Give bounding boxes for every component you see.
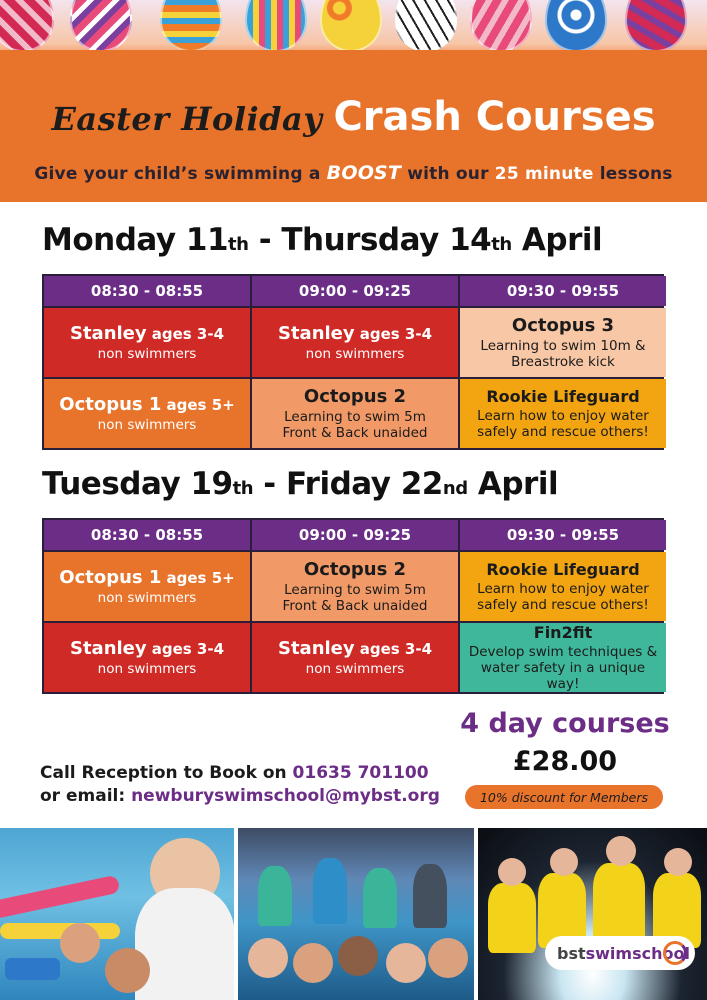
egg-icon (625, 0, 687, 52)
course-desc: Learn how to enjoy water safely and rescue others! (477, 580, 649, 614)
time-header: 08:30 - 08:55 (44, 520, 250, 550)
time-header: 09:30 - 09:55 (460, 520, 666, 550)
contact-phone-line (40, 763, 429, 783)
week-title-part: Tuesday 19 (42, 466, 233, 502)
course-name: Stanley (277, 322, 355, 344)
photo-rookie-lifeguards (478, 828, 707, 1000)
page-title (0, 94, 707, 140)
course-price: £28.00 (512, 746, 618, 777)
egg-icon (160, 0, 222, 52)
course-name: Rookie Lifeguard (486, 559, 640, 579)
week-title-part: - Friday 22 (253, 466, 443, 502)
course-desc: non swimmers (97, 661, 197, 678)
subtitle-highlight: 25 minute (494, 164, 594, 184)
logo-text-swimschool: swimschool (585, 943, 690, 963)
week-title-suffix: th (232, 478, 254, 499)
title-main: Crash Courses (333, 94, 656, 140)
photo-pool-lesson (0, 828, 234, 1000)
course-desc: non swimmers (97, 346, 197, 363)
bst-swimschool-logo (545, 936, 695, 970)
course-desc: Learning to swim 5m Front & Back unaided (282, 409, 428, 442)
egg-icon (470, 0, 532, 52)
course-age: ages 3-4 (359, 324, 433, 343)
egg-icon (320, 0, 382, 52)
egg-icon (245, 0, 307, 52)
title-script: Easter Holiday (51, 100, 323, 138)
course-cell-octopus-2 (252, 552, 458, 621)
time-header: 09:30 - 09:55 (460, 276, 666, 306)
course-age: ages 5+ (166, 395, 235, 414)
course-desc: Learning to swim 5m Front & Back unaided (282, 582, 428, 615)
course-name: Octopus 2 (303, 558, 407, 580)
course-desc: non swimmers (305, 661, 405, 678)
egg-icon (70, 0, 132, 52)
course-cell-octopus-3 (460, 308, 666, 377)
course-desc: Learning to swim 10m & Breastroke kick (480, 338, 646, 371)
course-length-title: 4 day courses (460, 708, 670, 739)
course-desc: non swimmers (305, 346, 405, 363)
course-desc: Develop swim techniques & water safety in a unique way! (468, 643, 658, 693)
course-cell-stanley (252, 623, 458, 692)
week-title-part: April (467, 466, 559, 502)
course-desc: non swimmers (97, 590, 197, 607)
egg-icon (0, 0, 54, 52)
email-link[interactable]: newburyswimschool@mybst.org (131, 786, 440, 806)
week-title-suffix: nd (442, 478, 468, 499)
course-name: Octopus 2 (303, 385, 407, 407)
course-name: Octopus 1 (59, 393, 162, 415)
course-age: ages 5+ (166, 568, 235, 587)
logo-mark-icon (663, 941, 687, 965)
week-title-part: April (511, 222, 603, 258)
course-name: Stanley (277, 637, 355, 659)
course-age: ages 3-4 (151, 639, 225, 658)
week-1-timetable (42, 274, 664, 450)
time-header: 08:30 - 08:55 (44, 276, 250, 306)
time-header: 09:00 - 09:25 (252, 520, 458, 550)
egg-icon (545, 0, 607, 52)
course-cell-stanley (44, 623, 250, 692)
course-desc: non swimmers (97, 417, 197, 434)
logo-text-bst: bst (557, 943, 586, 963)
course-age: ages 3-4 (151, 324, 225, 343)
course-cell-octopus-2 (252, 379, 458, 448)
week-2-timetable (42, 518, 664, 694)
course-cell-octopus-1 (44, 552, 250, 621)
course-cell-stanley (252, 308, 458, 377)
phone-number[interactable]: 01635 701100 (292, 763, 429, 783)
subtitle (0, 162, 707, 184)
course-name: Fin2fit (533, 622, 593, 642)
course-age: ages 3-4 (359, 639, 433, 658)
time-header: 09:00 - 09:25 (252, 276, 458, 306)
course-name: Rookie Lifeguard (486, 386, 640, 406)
course-desc: Learn how to enjoy water safely and rescue others! (477, 407, 649, 441)
week-2-title (42, 466, 558, 502)
header-band (0, 50, 707, 202)
photo-mermaid-tails (238, 828, 474, 1000)
week-title-suffix: th (491, 234, 512, 255)
egg-icon (395, 0, 457, 52)
subtitle-pre: Give your child’s swimming a (34, 164, 321, 184)
course-cell-stanley (44, 308, 250, 377)
course-cell-fin2fit (460, 623, 666, 692)
course-cell-rookie-lifeguard (460, 379, 666, 448)
course-cell-rookie-lifeguard (460, 552, 666, 621)
course-name: Octopus 3 (511, 314, 615, 336)
subtitle-post: lessons (599, 164, 673, 184)
week-title-part: Monday 11 (42, 222, 229, 258)
subtitle-mid: with our (407, 164, 489, 184)
member-discount-badge: 10% discount for Members (465, 785, 663, 809)
week-title-part: - Thursday 14 (248, 222, 492, 258)
course-name: Octopus 1 (59, 566, 162, 588)
course-cell-octopus-1 (44, 379, 250, 448)
course-name: Stanley (69, 322, 147, 344)
email-label: or email: (40, 786, 126, 806)
contact-email-line (40, 786, 440, 806)
week-title-suffix: th (228, 234, 249, 255)
phone-label: Call Reception to Book on (40, 763, 287, 783)
course-name: Stanley (69, 637, 147, 659)
subtitle-emphasis: BOOST (326, 162, 402, 184)
week-1-title (42, 222, 602, 258)
